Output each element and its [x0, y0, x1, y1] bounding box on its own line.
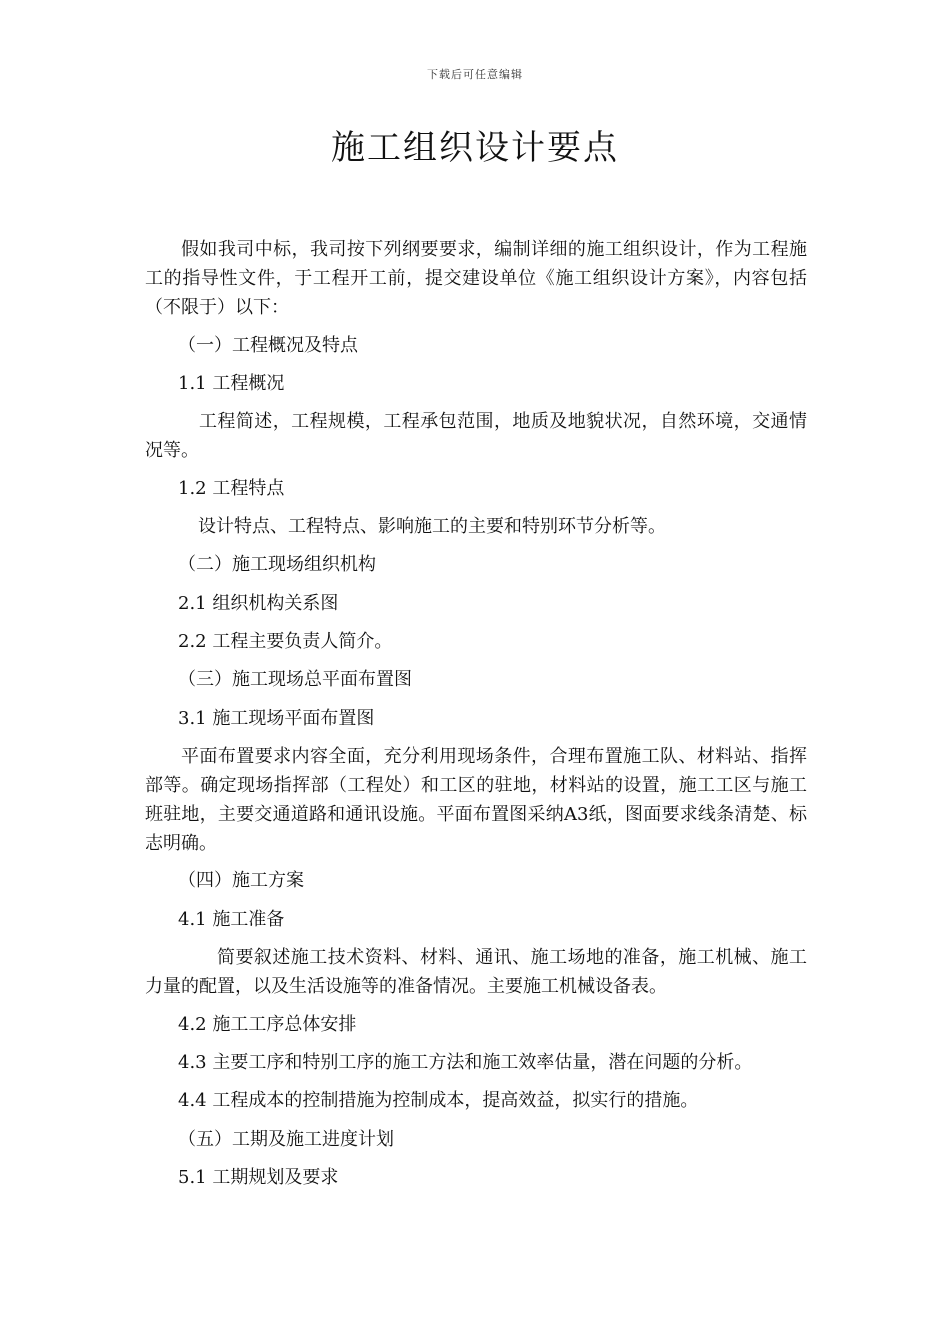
section-4-heading: （四）施工方案: [178, 870, 304, 891]
section-3-1-title: 3.1 施工现场平面布置图: [178, 708, 375, 729]
section-3-1-text: 平面布置要求内容全面，充分利用现场条件，合理布置施工队、材料站、指挥部等。确定现场指挥部（工程处）和工区的驻地，材料站的设置，施工工区与施工班驻地，主要交通道路和通讯设施。平面布置图采纳A3纸，图面要求线条清楚、标志明确。: [145, 746, 807, 854]
document-title: 施工组织设计要点: [331, 128, 619, 168]
section-4-2-title: 4.2 施工工序总体安排: [178, 1014, 357, 1035]
section-4-4-title: 4.4 工程成本的控制措施为控制成本，提高效益，拟实行的措施。: [178, 1090, 699, 1111]
section-4-1-text: 简要叙述施工技术资料、材料、通讯、施工场地的准备，施工机械、施工力量的配置，以及生活设施等的准备情况。主要施工机械设备表。: [145, 947, 807, 997]
section-5-heading: （五）工期及施工进度计划: [178, 1129, 394, 1150]
section-1-heading: （一）工程概况及特点: [178, 335, 358, 356]
section-5-1-title: 5.1 工期规划及要求: [178, 1167, 339, 1188]
section-1-1-title: 1.1 工程概况: [178, 373, 285, 394]
header-note: 下载后可任意编辑: [427, 68, 523, 81]
section-1-2-text: 设计特点、工程特点、影响施工的主要和特别环节分析等。: [198, 516, 666, 537]
section-2-2-title: 2.2 工程主要负责人简介。: [178, 631, 393, 652]
section-2-heading: （二）施工现场组织机构: [178, 554, 376, 575]
section-4-3-title: 4.3 主要工序和特别工序的施工方法和施工效率估量，潜在问题的分析。: [178, 1052, 753, 1073]
intro-paragraph: 假如我司中标，我司按下列纲要要求，编制详细的施工组织设计，作为工程施工的指导性文件，于工程开工前，提交建设单位《施工组织设计方案》，内容包括（不限于）以下：: [145, 239, 807, 318]
section-1-2-title: 1.2 工程特点: [178, 478, 285, 499]
section-4-1-title: 4.1 施工准备: [178, 909, 285, 930]
section-3-heading: （三）施工现场总平面布置图: [178, 669, 412, 690]
section-1-1-text: 工程简述，工程规模，工程承包范围，地质及地貌状况，自然环境，交通情况等。: [145, 411, 807, 461]
section-2-1-title: 2.1 组织机构关系图: [178, 593, 339, 614]
